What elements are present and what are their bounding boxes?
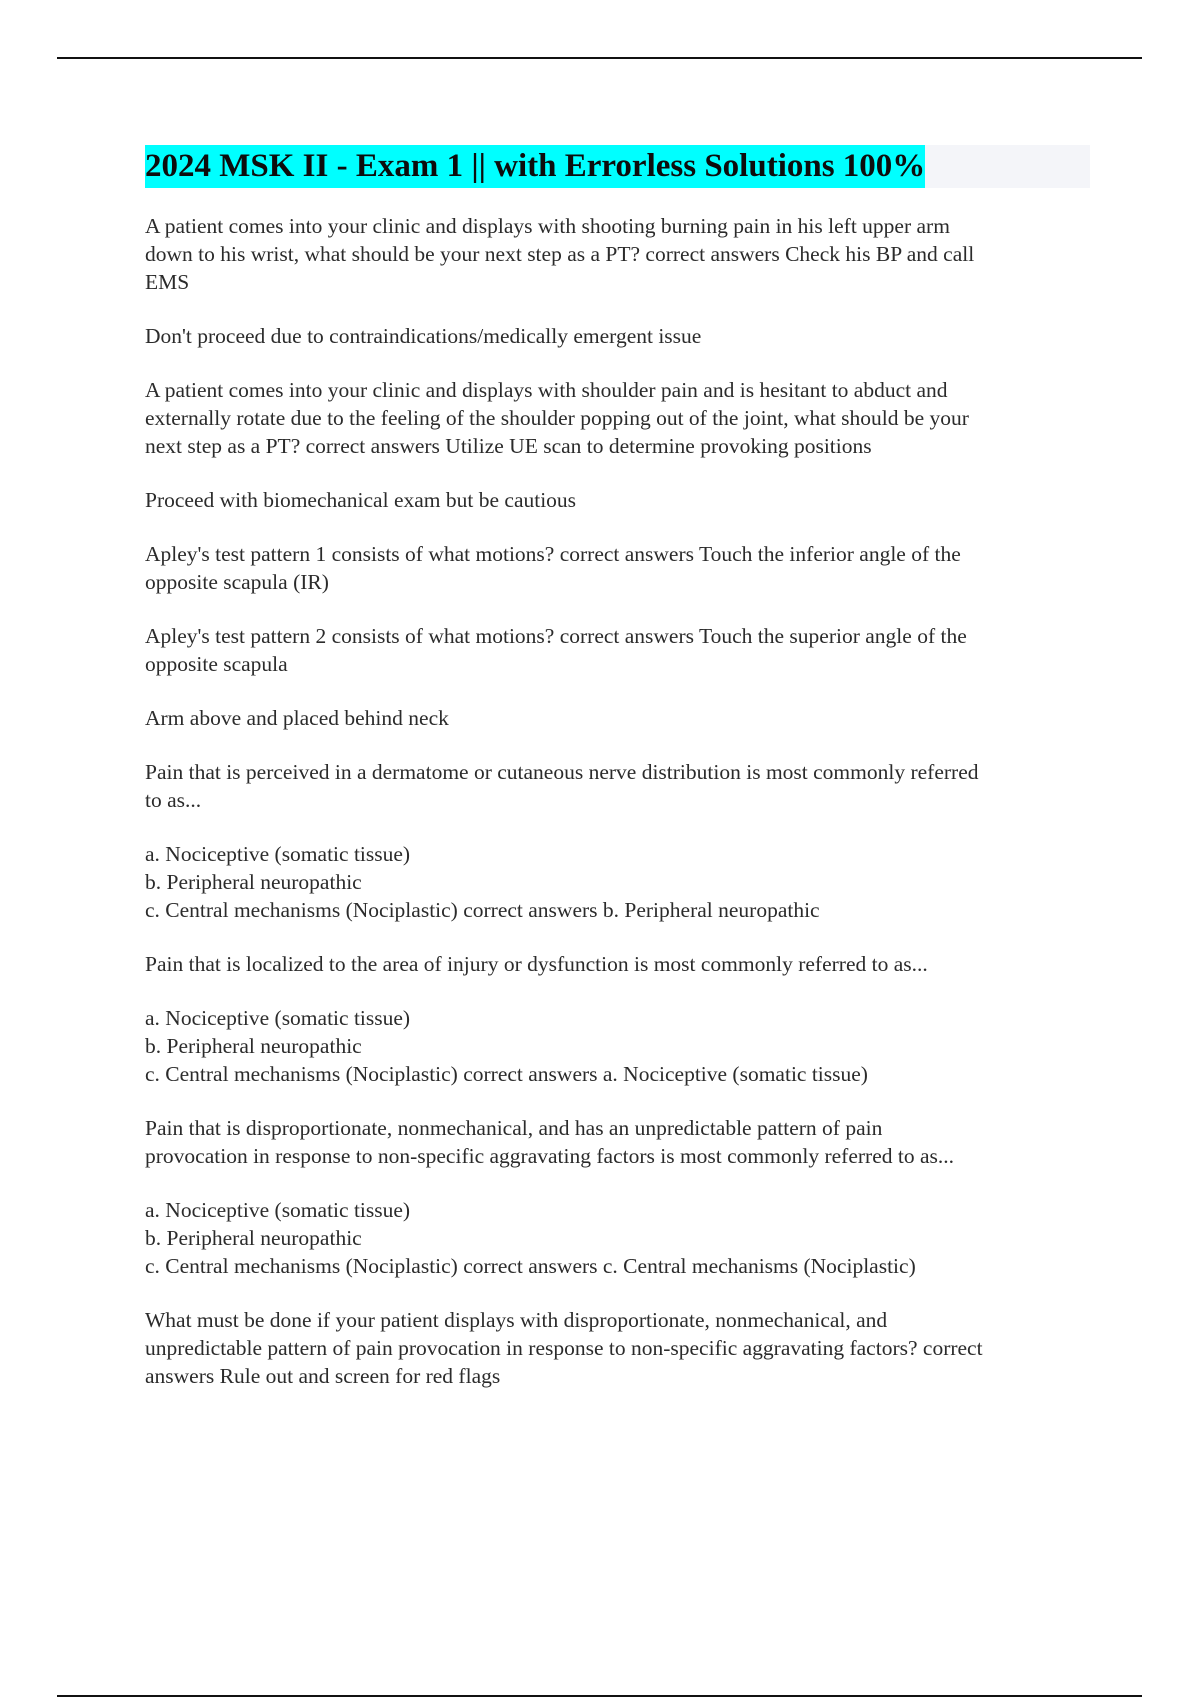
text-block	[145, 212, 1090, 296]
paragraph	[145, 486, 1090, 514]
text-line: b. Peripheral neuropathic	[145, 1226, 362, 1250]
text-line: c. Central mechanisms (Nociplastic) correct answers c. Central mechanisms (Nociplastic)	[145, 1254, 916, 1278]
text-line: a. Nociceptive (somatic tissue)	[145, 1198, 411, 1222]
text-line: down to his wrist, what should be your next step as a PT? correct answers Check his BP and call	[145, 242, 975, 266]
paragraph	[145, 1196, 1090, 1280]
text-line: c. Central mechanisms (Nociplastic) correct answers a. Nociceptive (somatic tissue)	[145, 1062, 868, 1086]
paragraph	[145, 376, 1090, 460]
text-block	[145, 376, 1090, 460]
paragraph	[145, 704, 1090, 732]
document-body	[145, 145, 1090, 1416]
shaded-text-block	[145, 540, 1090, 596]
text-line: Arm above and placed behind neck	[145, 706, 449, 730]
shaded-text-block	[145, 486, 1090, 514]
text-line: to as...	[145, 788, 202, 812]
text-line: b. Peripheral neuropathic	[145, 1034, 362, 1058]
paragraph	[145, 758, 1090, 814]
text-line: Pain that is localized to the area of injury or dysfunction is most commonly referred to as...	[145, 952, 928, 976]
shaded-text-block	[145, 950, 1090, 978]
text-block	[145, 1004, 1090, 1088]
text-line: Don't proceed due to contraindications/medically emergent issue	[145, 324, 702, 348]
text-line: Apley's test pattern 2 consists of what motions? correct answers Touch the superior angle of the	[145, 624, 967, 648]
paragraph	[145, 540, 1090, 596]
shaded-text-block	[145, 704, 1090, 732]
shaded-text-block	[145, 322, 1090, 350]
text-line: Proceed with biomechanical exam but be cautious	[145, 488, 577, 512]
text-line: provocation in response to non-specific aggravating factors is most commonly referred to as...	[145, 1144, 955, 1168]
text-line: unpredictable pattern of pain provocation in response to non-specific aggravating factors? correct	[145, 1336, 983, 1360]
paragraph	[145, 1114, 1090, 1170]
paragraph	[145, 322, 1090, 350]
text-line: EMS	[145, 270, 190, 294]
text-line: b. Peripheral neuropathic	[145, 870, 362, 894]
paragraph	[145, 950, 1090, 978]
text-line: opposite scapula (IR)	[145, 570, 329, 594]
paragraph	[145, 212, 1090, 296]
document-title: 2024 MSK II - Exam 1 || with Errorless Solutions 100%	[145, 145, 925, 188]
shaded-text-block	[145, 1306, 1090, 1390]
text-line: A patient comes into your clinic and displays with shoulder pain and is hesitant to abduct and	[145, 378, 948, 402]
shaded-text-block	[145, 1114, 1090, 1170]
footer-rule	[57, 1695, 1142, 1697]
title-band	[145, 145, 1090, 188]
text-line: Pain that is perceived in a dermatome or cutaneous nerve distribution is most commonly referred	[145, 760, 979, 784]
text-block	[145, 1196, 1090, 1280]
shaded-text-block	[145, 758, 1090, 814]
paragraph	[145, 1004, 1090, 1088]
text-line: opposite scapula	[145, 652, 288, 676]
text-line: What must be done if your patient displays with disproportionate, nonmechanical, and	[145, 1308, 888, 1332]
text-line: next step as a PT? correct answers Utilize UE scan to determine provoking positions	[145, 434, 872, 458]
text-line: a. Nociceptive (somatic tissue)	[145, 842, 411, 866]
text-line: answers Rule out and screen for red flags	[145, 1364, 501, 1388]
text-line: A patient comes into your clinic and displays with shooting burning pain in his left upper arm	[145, 214, 950, 238]
text-block	[145, 840, 1090, 924]
paragraph-list	[145, 212, 1090, 1390]
text-line: Pain that is disproportionate, nonmechanical, and has an unpredictable pattern of pain	[145, 1116, 883, 1140]
shaded-text-block	[145, 622, 1090, 678]
paragraph	[145, 840, 1090, 924]
text-line: c. Central mechanisms (Nociplastic) correct answers b. Peripheral neuropathic	[145, 898, 820, 922]
text-line: a. Nociceptive (somatic tissue)	[145, 1006, 411, 1030]
text-line: externally rotate due to the feeling of the shoulder popping out of the joint, what should be your	[145, 406, 969, 430]
text-line: Apley's test pattern 1 consists of what motions? correct answers Touch the inferior angle of the	[145, 542, 961, 566]
paragraph	[145, 1306, 1090, 1390]
header-rule	[57, 57, 1142, 59]
paragraph	[145, 622, 1090, 678]
